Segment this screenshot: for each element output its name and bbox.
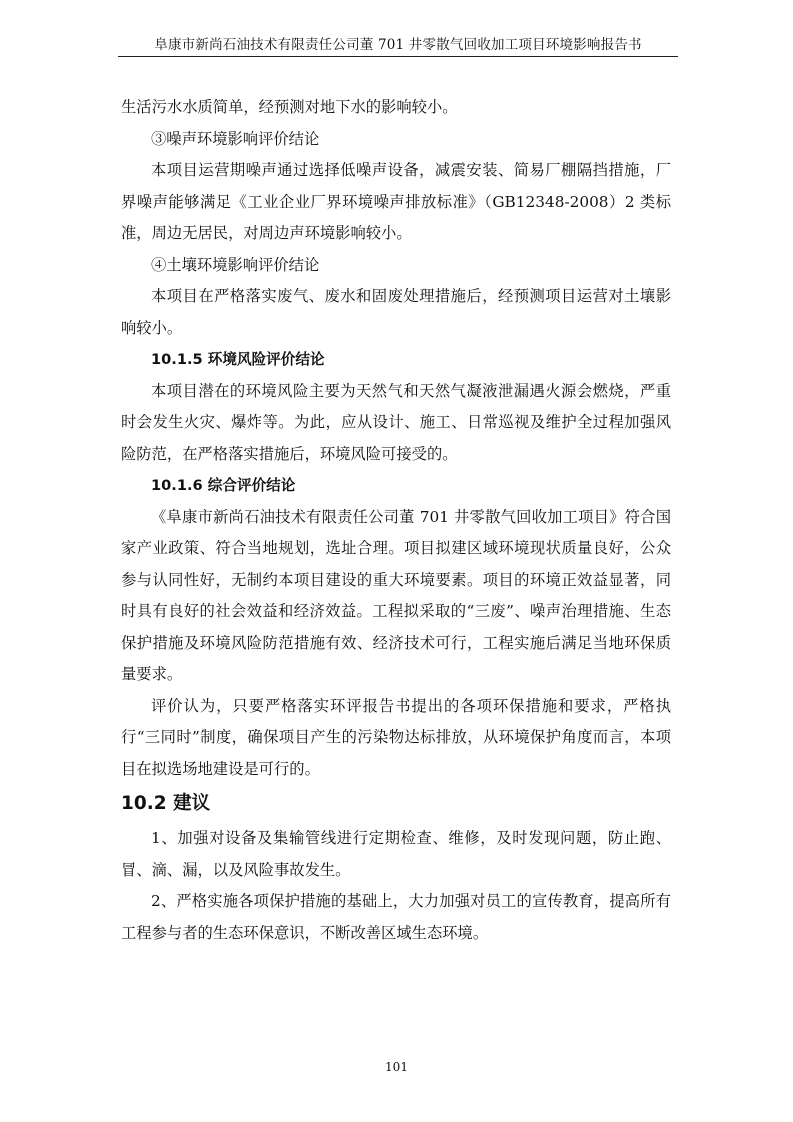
paragraph-overall: 《阜康市新尚石油技术有限责任公司董 701 井零散气回收加工项目》符合国家产业政策、符合当地规划，选址合理。项目拟建区域环境现状质量良好，公众参与认同性好，无制约本项目建设的重大环境要素。项目的环境正效益显著，同时具有良好的社会效益和经济效益。工程拟采取的“三废”、噪声治理措施、生态保护措施及环境风险防范措施有效、经济技术可行，工程实施后满足当地环保质量要求。 [121,507,671,683]
paragraph-evaluation: 评价认为，只要严格落实环评报告书提出的各项环保措施和要求，严格执行“三同时”制度，确保项目产生的污染物达标排放，从环境保护角度而言，本项目在拟选场地建设是可行的。 [121,696,671,778]
section-heading-10-1-6: 10.1.6 综合评价结论 [151,477,296,494]
section-heading-10-1-5: 10.1.5 环境风险评价结论 [151,351,325,368]
paragraph-groundwater-tail: 生活污水水质简单，经预测对地下水的影响较小。 [121,98,458,116]
section-heading-10-2: 10.2 建议 [121,793,211,814]
suggestion-2: 2、严格实施各项保护措施的基础上，大力加强对员工的宣传教育，提高所有工程参与者的生态环保意识，不断改善区域生态环境。 [121,892,671,942]
header-divider [118,56,678,57]
noise-heading: ③噪声环境影响评价结论 [151,129,320,148]
paragraph-risk: 本项目潜在的环境风险主要为天然气和天然气凝液泄漏遇火源会燃烧，严重时会发生火灾、爆炸等。为此，应从设计、施工、日常巡视及维护全过程加强风险防范，在严格落实措施后，环境风险可接受的。 [121,381,671,463]
paragraph-soil: 本项目在严格落实废气、废水和固废处理措施后，经预测项目运营对土壤影响较小。 [121,287,671,337]
document-body [121,92,671,949]
soil-heading: ④土壤环境影响评价结论 [151,255,320,274]
page-number: 101 [385,1060,408,1074]
running-header: 阜康市新尚石油技术有限责任公司董 701 井零散气回收加工项目环境影响报告书 [154,37,642,53]
paragraph-noise: 本项目运营期噪声通过选择低噪声设备，减震安装、简易厂棚隔挡措施，厂界噪声能够满足《工业企业厂界环境噪声排放标准》（GB12348-2008）2 类标准，周边无居民，对周边声环境影响较小。 [121,161,671,242]
suggestion-1: 1、加强对设备及集输管线进行定期检查、维修，及时发现问题，防止跑、冒、滴、漏，以及风险事故发生。 [121,829,671,879]
